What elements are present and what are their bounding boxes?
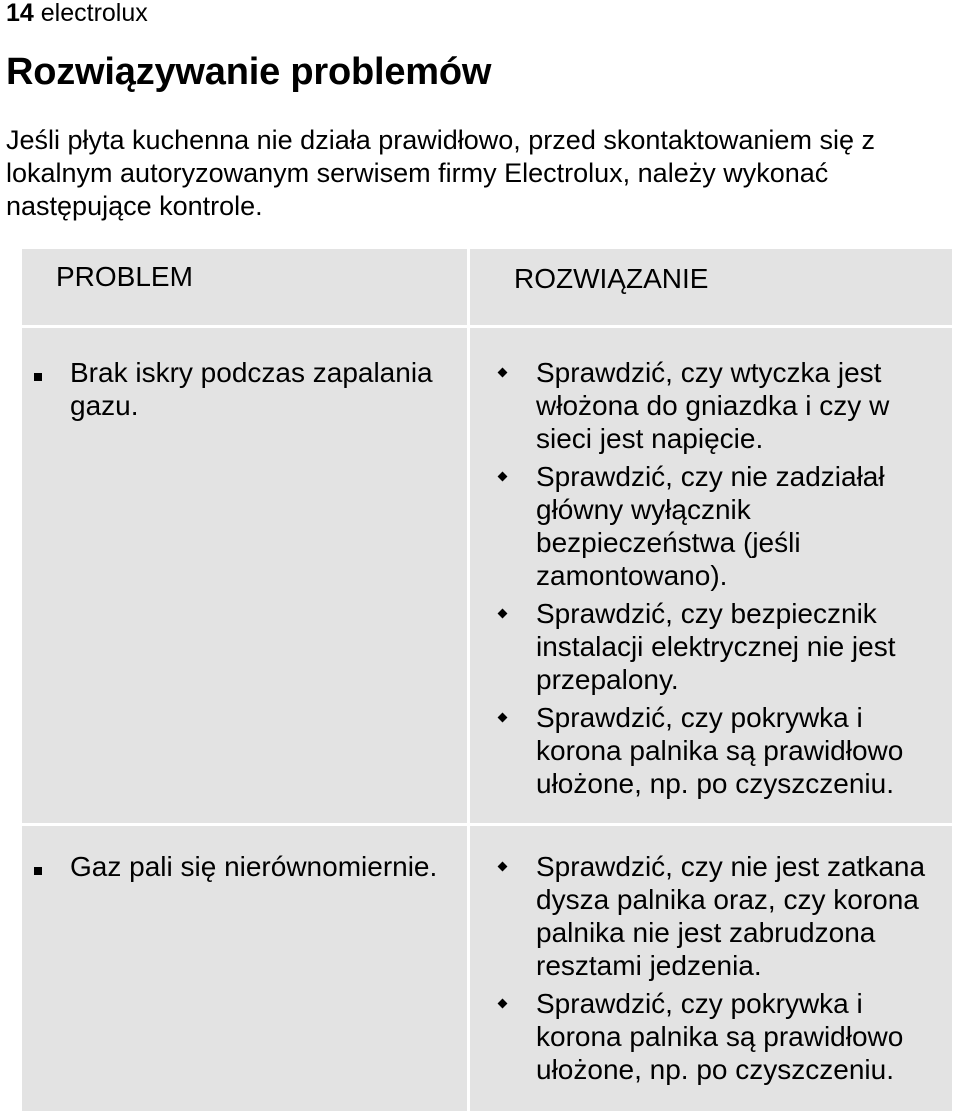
diamond-bullet-icon	[498, 999, 508, 1009]
solution-item	[536, 597, 942, 696]
problem-cell	[22, 826, 470, 1111]
problem-item	[22, 826, 467, 883]
table-header-row	[22, 249, 952, 328]
table-row	[22, 328, 952, 826]
diamond-bullet-icon	[498, 368, 508, 378]
solution-item	[536, 701, 942, 800]
page-number: 14	[6, 0, 34, 27]
header-problem: PROBLEM	[22, 249, 470, 328]
troubleshooting-table	[22, 249, 952, 1111]
solution-text: Sprawdzić, czy pokrywka i korona palnika są prawidłowo ułożone, np. po czyszczeniu.	[536, 702, 904, 799]
solution-list	[470, 826, 952, 1111]
solution-text: Sprawdzić, czy bezpiecznik instalacji elektrycznej nie jest przepalony.	[536, 598, 896, 695]
solution-item	[536, 987, 942, 1086]
square-bullet-icon	[34, 373, 42, 381]
solution-text: Sprawdzić, czy wtyczka jest włożona do gniazdka i czy w sieci jest napięcie.	[536, 357, 890, 454]
solution-item	[536, 356, 942, 455]
diamond-bullet-icon	[498, 472, 508, 482]
problem-item	[22, 328, 467, 422]
square-bullet-icon	[34, 867, 42, 875]
solution-text: Sprawdzić, czy nie jest zatkana dysza palnika oraz, czy korona palnika nie jest zabrudzona resztami jedzenia.	[536, 851, 926, 981]
solution-cell	[470, 826, 952, 1111]
diamond-bullet-icon	[498, 713, 508, 723]
diamond-bullet-icon	[498, 609, 508, 619]
solution-cell	[470, 328, 952, 826]
page-title: Rozwiązywanie problemów	[6, 51, 492, 93]
problem-text: Gaz pali się nierównomiernie.	[70, 851, 438, 882]
solution-item	[536, 460, 942, 592]
solution-text: Sprawdzić, czy nie zadziałał główny wyłącznik bezpieczeństwa (jeśli zamontowano).	[536, 461, 885, 591]
page-header	[6, 0, 148, 26]
brand-name: electrolux	[40, 0, 148, 27]
diamond-bullet-icon	[498, 862, 508, 872]
intro-paragraph: Jeśli płyta kuchenna nie działa prawidłowo, przed skontaktowaniem się z lokalnym autoryzowanym serwisem firmy Electrolux, należy wykonać następujące kontrole.	[6, 125, 875, 221]
table-row	[22, 826, 952, 1111]
header-solution: ROZWIĄZANIE	[470, 249, 952, 328]
solution-list	[470, 328, 952, 823]
problem-cell	[22, 328, 470, 826]
solution-item	[536, 850, 942, 982]
problem-text: Brak iskry podczas zapalania gazu.	[70, 357, 433, 421]
solution-text: Sprawdzić, czy pokrywka i korona palnika są prawidłowo ułożone, np. po czyszczeniu.	[536, 988, 904, 1085]
